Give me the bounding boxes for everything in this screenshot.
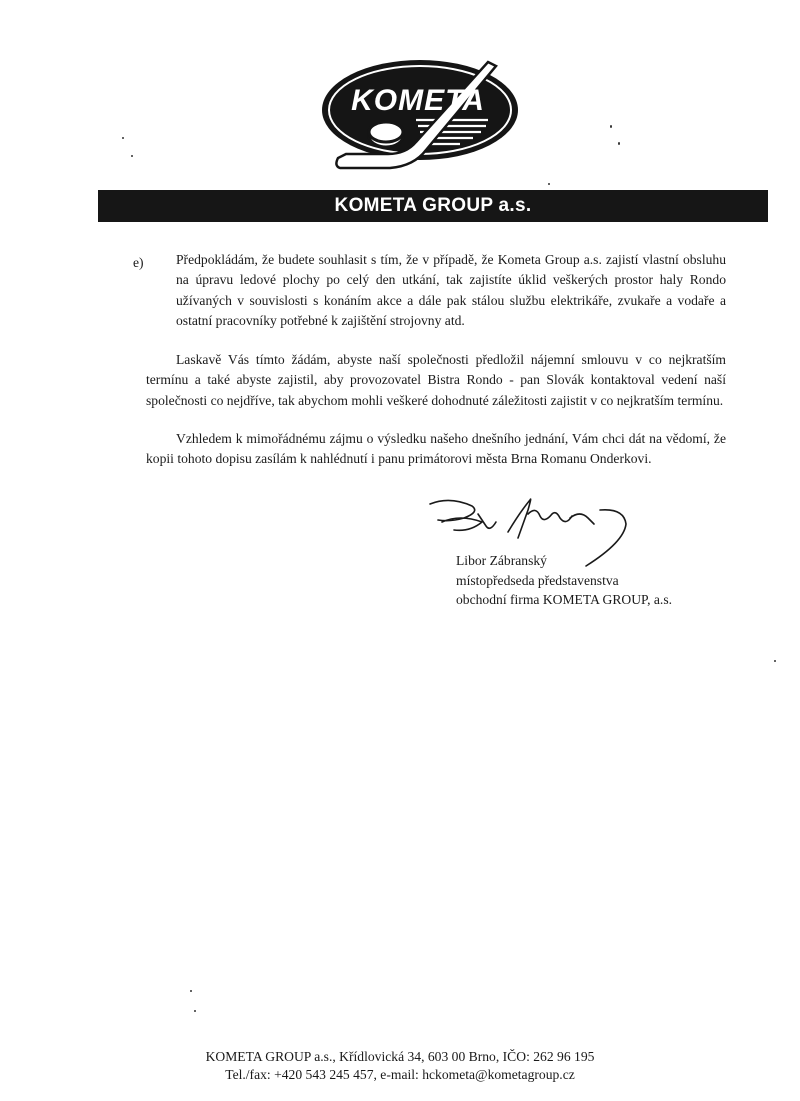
scan-speck <box>618 142 620 145</box>
scan-speck <box>122 137 124 139</box>
kometa-logo <box>318 58 522 176</box>
signatory-position: místopředseda představenstva <box>456 572 619 588</box>
scan-speck <box>194 1010 196 1012</box>
scan-speck <box>610 125 612 128</box>
scan-speck <box>190 990 192 992</box>
company-banner <box>98 190 768 222</box>
scan-speck <box>774 660 776 662</box>
footer-address: KOMETA GROUP a.s., Křídlovická 34, 603 00 Brno, IČO: 262 96 195 <box>205 1049 595 1064</box>
signatory-company: obchodní firma KOMETA GROUP, a.s. <box>456 592 673 607</box>
footer-contact: Tel./fax: +420 543 245 457, e-mail: hckometa@kometagroup.cz <box>225 1067 575 1082</box>
signatory-block <box>456 551 672 610</box>
signatory-name: Libor Zábranský <box>456 553 547 568</box>
point-e-text: Předpokládám, že budete souhlasit s tím, že v případě, že Kometa Group a.s. zajistí vlastní obsluhu na úpravu ledové plochy po celý den utkání, tak zajistíte úklid veškerých prostor haly Rondo užívaných v souvislosti s konáním akce a dále pak stálou službu elektrikáře, zvukaře a vodaře a ostatní pracovníky potřebné k zajištění strojovny atd. <box>176 252 726 329</box>
company-banner-text: KOMETA GROUP a.s. <box>334 195 532 216</box>
logo-wordmark: KOMETA <box>351 84 485 117</box>
paragraph-notice: Vzhledem k mimořádnému zájmu o výsledku našeho dnešního jednání, Vám chci dát na vědomí, že kopii tohoto dopisu zasílám k nahlédnutí i panu primátorovi města Brna Romanu Onderkovi. <box>146 431 726 467</box>
scan-speck <box>131 155 133 157</box>
paragraph-request: Laskavě Vás tímto žádám, abyste naší společnosti předložil nájemní smlouvu v co nejkratším termínu a také abyste zajistil, aby provozovatel Bistra Rondo - pan Slovák kontaktoval vedení naší společnosti co nejdříve, tak abychom mohli veškeré dohodnuté záležitosti zajistit v co nejkratším termínu. <box>146 352 726 408</box>
scan-speck <box>548 183 550 185</box>
kometa-logo-graphic <box>318 58 522 176</box>
point-label: e) <box>133 255 144 270</box>
